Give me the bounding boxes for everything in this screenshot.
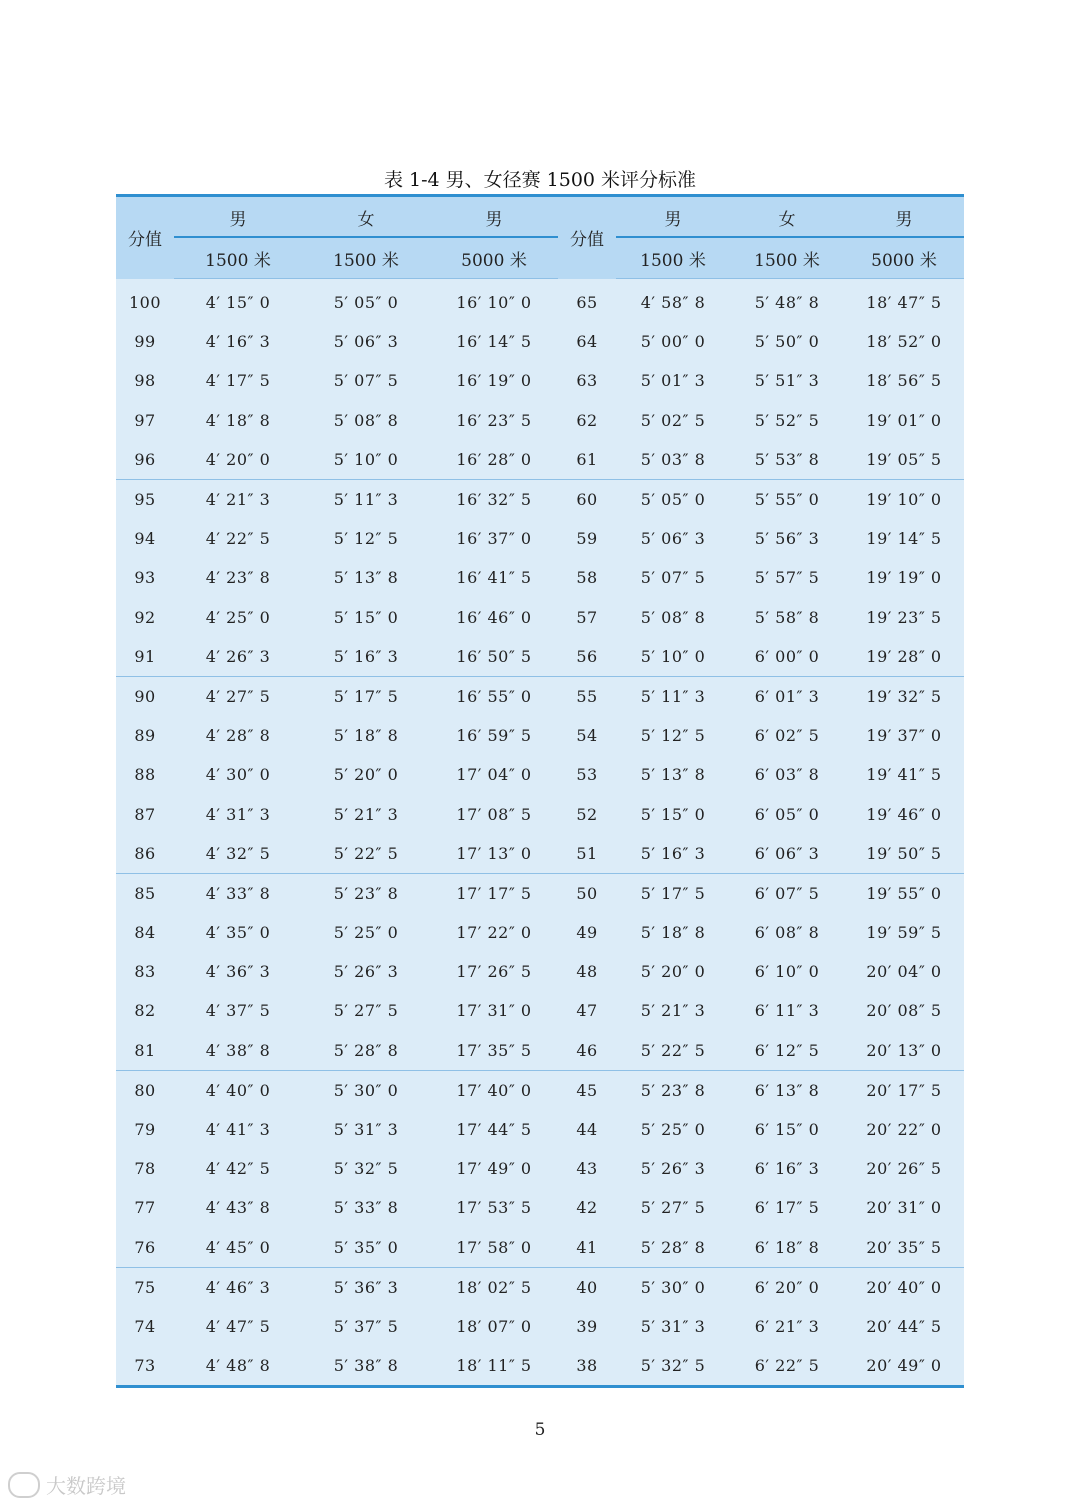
- score-cell: 100: [128, 292, 162, 312]
- time-cell: 5′ 22″ 5: [333, 843, 399, 863]
- score-cell: 64: [576, 332, 598, 352]
- time-cell: 18′ 11″ 5: [456, 1356, 532, 1376]
- time-cell: 5′ 20″ 0: [333, 765, 399, 785]
- time-cell: 16′ 19″ 0: [456, 371, 532, 391]
- time-cell: 5′ 02″ 5: [640, 410, 706, 430]
- table-row: [116, 637, 964, 677]
- time-cell: 5′ 26″ 3: [333, 962, 399, 982]
- score-cell: 39: [576, 1316, 598, 1336]
- time-cell: 4′ 35″ 0: [205, 923, 271, 943]
- score-cell: 90: [116, 676, 174, 716]
- time-cell: 4′ 32″ 5: [205, 843, 271, 863]
- time-cell: 16′ 46″ 0: [456, 607, 532, 627]
- time-cell: 5′ 58″ 8: [754, 607, 820, 627]
- score-cell: 97: [134, 410, 156, 430]
- time-cell: 5′ 38″ 8: [333, 1356, 399, 1376]
- time-cell: 5′ 27″ 5: [333, 1001, 399, 1021]
- score-cell: 43: [576, 1159, 598, 1179]
- table-row: [116, 676, 964, 716]
- score-cell: 87: [134, 804, 156, 824]
- table-row: [116, 913, 964, 952]
- time-cell: 5′ 12″ 5: [640, 726, 706, 746]
- time-cell: 16′ 10″ 0: [456, 293, 532, 313]
- time-cell: 5′ 22″ 5: [640, 1040, 706, 1060]
- time-cell: 4′ 37″ 5: [205, 1001, 271, 1021]
- time-cell: 5′ 18″ 8: [640, 923, 706, 943]
- table-row: [116, 401, 964, 440]
- time-cell: 19′ 19″ 0: [866, 568, 942, 588]
- time-cell: 17′ 49″ 0: [456, 1159, 532, 1179]
- score-cell: 42: [576, 1198, 598, 1218]
- time-cell: 18′ 47″ 5: [866, 293, 942, 313]
- table-row: [116, 1110, 964, 1149]
- time-cell: 5′ 17″ 5: [302, 676, 430, 716]
- time-cell: 18′ 52″ 0: [866, 332, 942, 352]
- score-cell: 61: [576, 449, 598, 469]
- time-cell: 4′ 46″ 3: [174, 1267, 302, 1307]
- time-cell: 6′ 13″ 8: [730, 1070, 844, 1110]
- time-cell: 5′ 16″ 3: [640, 843, 706, 863]
- score-cell: 56: [576, 646, 598, 666]
- time-cell: 5′ 26″ 3: [640, 1159, 706, 1179]
- time-cell: 20′ 31″ 0: [866, 1198, 942, 1218]
- time-cell: 6′ 21″ 3: [754, 1316, 820, 1336]
- time-cell: 20′ 13″ 0: [866, 1040, 942, 1060]
- time-cell: 5′ 10″ 0: [640, 646, 706, 666]
- table-row: [116, 1149, 964, 1188]
- time-cell: 19′ 50″ 5: [866, 843, 942, 863]
- score-cell: 45: [558, 1070, 616, 1110]
- time-cell: 5′ 50″ 0: [754, 332, 820, 352]
- time-cell: 6′ 18″ 8: [754, 1237, 820, 1257]
- score-cell: 73: [134, 1356, 156, 1376]
- score-cell: 86: [134, 843, 156, 863]
- time-cell: 19′ 14″ 5: [866, 529, 942, 549]
- table-row: [116, 598, 964, 637]
- time-cell: 19′ 41″ 5: [866, 765, 942, 785]
- time-cell: 5′ 08″ 8: [640, 607, 706, 627]
- time-cell: 5′ 16″ 3: [333, 646, 399, 666]
- time-cell: 5′ 36″ 3: [302, 1267, 430, 1307]
- time-cell: 5′ 25″ 0: [333, 923, 399, 943]
- header-event: 5000 米: [844, 238, 964, 279]
- time-cell: 16′ 23″ 5: [456, 410, 532, 430]
- score-cell: 81: [134, 1040, 156, 1060]
- score-cell: 58: [576, 568, 598, 588]
- score-cell: 96: [134, 449, 156, 469]
- table-row: [116, 322, 964, 361]
- time-cell: 5′ 31″ 3: [640, 1316, 706, 1336]
- time-cell: 5′ 27″ 5: [640, 1198, 706, 1218]
- time-cell: 4′ 23″ 8: [205, 568, 271, 588]
- time-cell: 17′ 40″ 0: [430, 1070, 558, 1110]
- score-cell: 47: [576, 1001, 598, 1021]
- table-row: [116, 279, 964, 323]
- score-cell: 91: [134, 646, 156, 666]
- time-cell: 16′ 28″ 0: [456, 449, 532, 469]
- table-row: [116, 1346, 964, 1385]
- time-cell: 5′ 32″ 5: [333, 1159, 399, 1179]
- header-gender: 男: [174, 197, 302, 238]
- time-cell: 5′ 33″ 8: [333, 1198, 399, 1218]
- score-cell: 52: [576, 804, 598, 824]
- time-cell: 19′ 55″ 0: [844, 873, 964, 913]
- time-cell: 6′ 17″ 5: [754, 1198, 820, 1218]
- table-row: [116, 1031, 964, 1071]
- time-cell: 5′ 10″ 0: [333, 449, 399, 469]
- time-cell: 5′ 01″ 3: [640, 371, 706, 391]
- time-cell: 5′ 05″ 0: [616, 479, 730, 519]
- time-cell: 5′ 51″ 3: [754, 371, 820, 391]
- time-cell: 4′ 15″ 0: [205, 293, 271, 313]
- time-cell: 16′ 32″ 5: [430, 479, 558, 519]
- time-cell: 19′ 23″ 5: [866, 607, 942, 627]
- score-cell: 44: [576, 1120, 598, 1140]
- table-row: [116, 1228, 964, 1268]
- time-cell: 4′ 18″ 8: [205, 410, 271, 430]
- header-gender: 男: [844, 197, 964, 238]
- header-event: 1500 米: [174, 238, 302, 279]
- time-cell: 17′ 58″ 0: [456, 1237, 532, 1257]
- table-row: [116, 558, 964, 597]
- score-cell: 80: [116, 1070, 174, 1110]
- time-cell: 20′ 17″ 5: [844, 1070, 964, 1110]
- time-cell: 6′ 20″ 0: [730, 1267, 844, 1307]
- score-cell: 74: [134, 1316, 156, 1336]
- time-cell: 4′ 43″ 8: [205, 1198, 271, 1218]
- time-cell: 4′ 45″ 0: [205, 1237, 271, 1257]
- table-caption: 表 1-4 男、女径赛 1500 米评分标准: [383, 169, 697, 191]
- table-row: [116, 755, 964, 794]
- score-cell: 94: [134, 529, 156, 549]
- time-cell: 6′ 02″ 5: [754, 726, 820, 746]
- header-event: 1500 米: [730, 238, 844, 279]
- time-cell: 4′ 40″ 0: [174, 1070, 302, 1110]
- time-cell: 17′ 17″ 5: [430, 873, 558, 913]
- time-cell: 5′ 28″ 8: [640, 1237, 706, 1257]
- time-cell: 5′ 23″ 8: [302, 873, 430, 913]
- time-cell: 5′ 15″ 0: [640, 804, 706, 824]
- time-cell: 5′ 00″ 0: [640, 332, 706, 352]
- score-cell: 99: [134, 332, 156, 352]
- time-cell: 5′ 21″ 3: [640, 1001, 706, 1021]
- time-cell: 5′ 57″ 5: [754, 568, 820, 588]
- time-cell: 4′ 41″ 3: [205, 1120, 271, 1140]
- time-cell: 5′ 18″ 8: [333, 726, 399, 746]
- score-cell: 54: [576, 726, 598, 746]
- score-cell: 50: [558, 873, 616, 913]
- score-cell: 77: [134, 1198, 156, 1218]
- table-row: [116, 519, 964, 558]
- time-cell: 5′ 08″ 8: [333, 410, 399, 430]
- time-cell: 6′ 01″ 3: [730, 676, 844, 716]
- score-cell: 95: [116, 479, 174, 519]
- table-row: [116, 1267, 964, 1307]
- time-cell: 4′ 27″ 5: [174, 676, 302, 716]
- table-row: [116, 991, 964, 1030]
- time-cell: 5′ 53″ 8: [754, 449, 820, 469]
- time-cell: 19′ 01″ 0: [866, 410, 942, 430]
- time-cell: 5′ 12″ 5: [333, 529, 399, 549]
- header-score-left: 分值: [116, 197, 174, 279]
- table-row: [116, 1188, 964, 1227]
- time-cell: 16′ 50″ 5: [456, 646, 532, 666]
- time-cell: 5′ 07″ 5: [640, 568, 706, 588]
- score-cell: 88: [134, 765, 156, 785]
- score-cell: 55: [558, 676, 616, 716]
- time-cell: 4′ 26″ 3: [205, 646, 271, 666]
- time-cell: 4′ 48″ 8: [205, 1356, 271, 1376]
- time-cell: 5′ 20″ 0: [640, 962, 706, 982]
- scoring-table: [116, 194, 964, 1388]
- header-gender: 男: [430, 197, 558, 238]
- time-cell: 4′ 47″ 5: [205, 1316, 271, 1336]
- score-cell: 60: [558, 479, 616, 519]
- score-cell: 53: [576, 765, 598, 785]
- time-cell: 5′ 31″ 3: [333, 1120, 399, 1140]
- time-cell: 6′ 00″ 0: [754, 646, 820, 666]
- time-cell: 17′ 22″ 0: [456, 923, 532, 943]
- table-row: [116, 440, 964, 480]
- time-cell: 6′ 10″ 0: [754, 962, 820, 982]
- time-cell: 4′ 42″ 5: [205, 1159, 271, 1179]
- time-cell: 4′ 20″ 0: [205, 449, 271, 469]
- time-cell: 4′ 33″ 8: [174, 873, 302, 913]
- score-cell: 83: [134, 962, 156, 982]
- score-cell: 46: [576, 1040, 598, 1060]
- score-cell: 82: [134, 1001, 156, 1021]
- watermark-text: 大数跨境: [46, 1474, 126, 1498]
- time-cell: 6′ 15″ 0: [754, 1120, 820, 1140]
- watermark-logo-icon: [8, 1472, 40, 1498]
- table-row: [116, 1307, 964, 1346]
- time-cell: 17′ 04″ 0: [456, 765, 532, 785]
- table-row: [116, 952, 964, 991]
- header-event: 5000 米: [430, 238, 558, 279]
- score-cell: 79: [134, 1120, 156, 1140]
- table-body: [116, 279, 964, 1386]
- score-cell: 57: [576, 607, 598, 627]
- time-cell: 5′ 32″ 5: [640, 1356, 706, 1376]
- time-cell: 4′ 16″ 3: [205, 332, 271, 352]
- score-cell: 85: [116, 873, 174, 913]
- time-cell: 4′ 25″ 0: [205, 607, 271, 627]
- time-cell: 19′ 46″ 0: [866, 804, 942, 824]
- time-cell: 20′ 26″ 5: [866, 1159, 942, 1179]
- time-cell: 5′ 35″ 0: [333, 1237, 399, 1257]
- time-cell: 5′ 11″ 3: [616, 676, 730, 716]
- time-cell: 20′ 08″ 5: [866, 1001, 942, 1021]
- header-gender: 女: [302, 197, 430, 238]
- table-row: [116, 1070, 964, 1110]
- score-cell: 38: [576, 1356, 598, 1376]
- time-cell: 19′ 37″ 0: [866, 726, 942, 746]
- time-cell: 5′ 07″ 5: [333, 371, 399, 391]
- time-cell: 5′ 25″ 0: [640, 1120, 706, 1140]
- score-cell: 40: [558, 1267, 616, 1307]
- time-cell: 20′ 22″ 0: [866, 1120, 942, 1140]
- score-cell: 75: [116, 1267, 174, 1307]
- time-cell: 5′ 28″ 8: [333, 1040, 399, 1060]
- time-cell: 5′ 05″ 0: [333, 293, 399, 313]
- time-cell: 5′ 48″ 8: [754, 293, 820, 313]
- time-cell: 5′ 11″ 3: [302, 479, 430, 519]
- score-cell: 78: [134, 1159, 156, 1179]
- time-cell: 5′ 56″ 3: [754, 529, 820, 549]
- table-row: [116, 361, 964, 400]
- time-cell: 6′ 05″ 0: [754, 804, 820, 824]
- time-cell: 17′ 13″ 0: [456, 843, 532, 863]
- table-row: [116, 716, 964, 755]
- header-score-right: 分值: [558, 197, 616, 279]
- table-row: [116, 873, 964, 913]
- time-cell: 5′ 15″ 0: [333, 607, 399, 627]
- time-cell: 17′ 08″ 5: [456, 804, 532, 824]
- time-cell: 6′ 11″ 3: [754, 1001, 820, 1021]
- time-cell: 17′ 44″ 5: [456, 1120, 532, 1140]
- score-cell: 76: [134, 1237, 156, 1257]
- header-event: 1500 米: [616, 238, 730, 279]
- time-cell: 19′ 59″ 5: [866, 923, 942, 943]
- header-gender: 男: [616, 197, 730, 238]
- score-cell: 51: [576, 843, 598, 863]
- time-cell: 19′ 05″ 5: [866, 449, 942, 469]
- time-cell: 20′ 44″ 5: [866, 1316, 942, 1336]
- time-cell: 20′ 04″ 0: [866, 962, 942, 982]
- time-cell: 4′ 31″ 3: [205, 804, 271, 824]
- score-cell: 49: [576, 923, 598, 943]
- score-cell: 59: [576, 529, 598, 549]
- score-cell: 98: [134, 371, 156, 391]
- time-cell: 5′ 13″ 8: [333, 568, 399, 588]
- time-cell: 4′ 38″ 8: [205, 1040, 271, 1060]
- time-cell: 5′ 21″ 3: [333, 804, 399, 824]
- score-cell: 65: [576, 292, 598, 312]
- time-cell: 5′ 06″ 3: [640, 529, 706, 549]
- time-cell: 17′ 26″ 5: [456, 962, 532, 982]
- time-cell: 5′ 30″ 0: [616, 1267, 730, 1307]
- score-cell: 89: [134, 726, 156, 746]
- time-cell: 5′ 37″ 5: [333, 1316, 399, 1336]
- time-cell: 16′ 55″ 0: [430, 676, 558, 716]
- time-cell: 4′ 28″ 8: [205, 726, 271, 746]
- time-cell: 5′ 06″ 3: [333, 332, 399, 352]
- time-cell: 19′ 28″ 0: [866, 646, 942, 666]
- time-cell: 4′ 21″ 3: [174, 479, 302, 519]
- time-cell: 19′ 32″ 5: [844, 676, 964, 716]
- time-cell: 6′ 03″ 8: [754, 765, 820, 785]
- score-cell: 48: [576, 962, 598, 982]
- time-cell: 5′ 52″ 5: [754, 410, 820, 430]
- time-cell: 6′ 07″ 5: [730, 873, 844, 913]
- time-cell: 16′ 59″ 5: [456, 726, 532, 746]
- score-cell: 84: [134, 923, 156, 943]
- time-cell: 5′ 30″ 0: [302, 1070, 430, 1110]
- time-cell: 20′ 35″ 5: [866, 1237, 942, 1257]
- time-cell: 17′ 31″ 0: [456, 1001, 532, 1021]
- time-cell: 6′ 06″ 3: [754, 843, 820, 863]
- time-cell: 17′ 53″ 5: [456, 1198, 532, 1218]
- time-cell: 17′ 35″ 5: [456, 1040, 532, 1060]
- time-cell: 19′ 10″ 0: [844, 479, 964, 519]
- header-gender: 女: [730, 197, 844, 238]
- table-row: [116, 834, 964, 874]
- score-cell: 41: [576, 1237, 598, 1257]
- time-cell: 20′ 49″ 0: [866, 1356, 942, 1376]
- time-cell: 5′ 17″ 5: [616, 873, 730, 913]
- time-cell: 6′ 22″ 5: [754, 1356, 820, 1376]
- score-cell: 63: [576, 371, 598, 391]
- time-cell: 6′ 16″ 3: [754, 1159, 820, 1179]
- time-cell: 4′ 36″ 3: [205, 962, 271, 982]
- time-cell: 18′ 02″ 5: [430, 1267, 558, 1307]
- time-cell: 18′ 56″ 5: [866, 371, 942, 391]
- page-number: 5: [534, 1420, 546, 1440]
- time-cell: 6′ 08″ 8: [754, 923, 820, 943]
- score-cell: 92: [134, 607, 156, 627]
- score-cell: 62: [576, 410, 598, 430]
- time-cell: 4′ 30″ 0: [205, 765, 271, 785]
- time-cell: 16′ 37″ 0: [456, 529, 532, 549]
- header-event: 1500 米: [302, 238, 430, 279]
- time-cell: 5′ 23″ 8: [616, 1070, 730, 1110]
- time-cell: 5′ 13″ 8: [640, 765, 706, 785]
- time-cell: 16′ 14″ 5: [456, 332, 532, 352]
- time-cell: 18′ 07″ 0: [456, 1316, 532, 1336]
- time-cell: 16′ 41″ 5: [456, 568, 532, 588]
- table-row: [116, 479, 964, 519]
- time-cell: 4′ 22″ 5: [205, 529, 271, 549]
- time-cell: 5′ 55″ 0: [730, 479, 844, 519]
- score-cell: 93: [134, 568, 156, 588]
- table-row: [116, 794, 964, 833]
- time-cell: 20′ 40″ 0: [844, 1267, 964, 1307]
- time-cell: 4′ 58″ 8: [640, 293, 706, 313]
- watermark: [8, 1470, 126, 1499]
- time-cell: 6′ 12″ 5: [754, 1040, 820, 1060]
- time-cell: 4′ 17″ 5: [205, 371, 271, 391]
- time-cell: 5′ 03″ 8: [640, 449, 706, 469]
